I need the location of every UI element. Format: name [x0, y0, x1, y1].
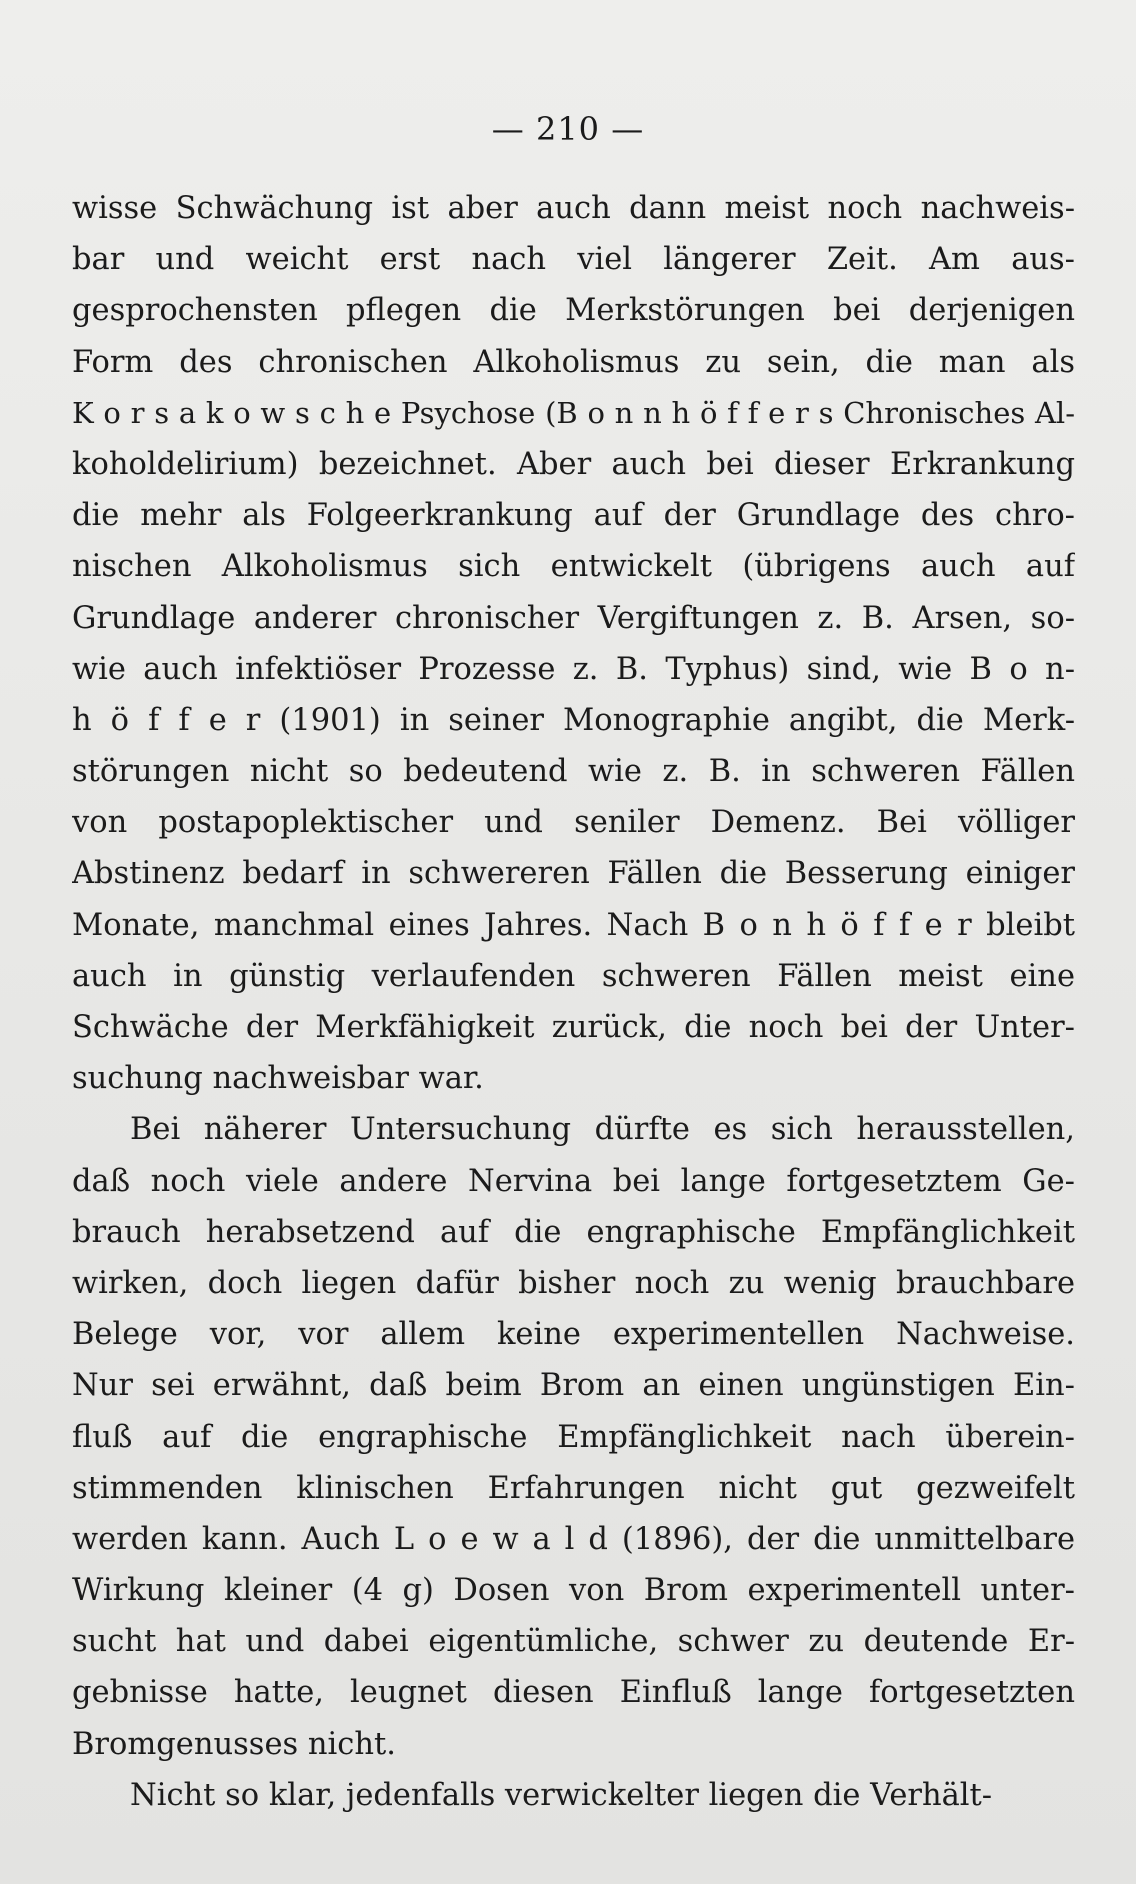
page-number: — 210 — — [491, 110, 645, 148]
text-line: Monate, manchmal eines Jahres. Nach B o n h ö f f e r bleibt — [72, 907, 1075, 943]
text-line: daß noch viele andere Nervina bei lange fortgesetztem Ge- — [72, 1163, 1075, 1199]
text-line: auch in günstig verlaufenden schweren Fällen meist eine — [72, 958, 1075, 994]
text-line: brauch herabsetzend auf die engraphische Empfänglichkeit — [72, 1214, 1075, 1250]
text-line: von postapoplektischer und seniler Demenz. Bei völliger — [72, 805, 1075, 841]
text-line: wirken, doch liegen dafür bisher noch zu wenig brauchbare — [72, 1265, 1075, 1301]
text-line: stimmenden klinischen Erfahrungen nicht gut gezweifelt — [72, 1470, 1075, 1506]
text-line: die mehr als Folgeerkrankung auf der Grundlage des chro- — [72, 498, 1075, 534]
text-line: fluß auf die engraphische Empfänglichkeit nach überein- — [72, 1419, 1075, 1455]
text-line: suchung nachweisbar war. — [72, 1061, 484, 1097]
text-line: Abstinenz bedarf in schwereren Fällen die Besserung einiger — [72, 856, 1075, 892]
text-line: wie auch infektiöser Prozesse z. B. Typhus) sind, wie B o n- — [72, 651, 1075, 687]
text-line: Nicht so klar, jedenfalls verwickelter liegen die Verhält- — [130, 1777, 993, 1813]
text-line: koholdelirium) bezeichnet. Aber auch bei dieser Erkrankung — [72, 446, 1075, 482]
text-line: h ö f f e r (1901) in seiner Monographie angibt, die Merk- — [72, 702, 1075, 738]
body-text — [72, 183, 1075, 1821]
text-line: nischen Alkoholismus sich entwickelt (übrigens auch auf — [72, 549, 1075, 585]
text-line: Bromgenusses nicht. — [72, 1726, 396, 1762]
text-line: bar und weicht erst nach viel längerer Zeit. Am aus- — [72, 242, 1075, 278]
text-line: Nur sei erwähnt, daß beim Brom an einen ungünstigen Ein- — [72, 1368, 1075, 1404]
text-line: Wirkung kleiner (4 g) Dosen von Brom experimentell unter- — [72, 1573, 1075, 1609]
text-line: Belege vor, vor allem keine experimentellen Nachweise. — [72, 1317, 1075, 1353]
text-line: gesprochensten pflegen die Merkstörungen bei derjenigen — [72, 293, 1075, 329]
text-line: Form des chronischen Alkoholismus zu sein, die man als — [72, 344, 1075, 380]
text-line: gebnisse hatte, leugnet diesen Einfluß lange fortgesetzten — [72, 1675, 1075, 1711]
paragraph — [72, 1104, 1075, 1769]
paragraph — [72, 1770, 1075, 1821]
text-line: störungen nicht so bedeutend wie z. B. in schweren Fällen — [72, 754, 1075, 790]
text-line: werden kann. Auch L o e w a l d (1896), der die unmittelbare — [72, 1521, 1075, 1557]
text-line: sucht hat und dabei eigentümliche, schwer zu deutende Er- — [72, 1624, 1075, 1660]
text-line: Grundlage anderer chronischer Vergiftungen z. B. Arsen, so- — [72, 600, 1075, 636]
paragraph — [72, 183, 1075, 1104]
text-line: Schwäche der Merkfähigkeit zurück, die noch bei der Unter- — [72, 1010, 1075, 1045]
text-line: Bei näherer Untersuchung dürfte es sich herausstellen, — [130, 1112, 1075, 1148]
text-line: wisse Schwächung ist aber auch dann meist noch nachweis- — [72, 191, 1075, 226]
text-line: K o r s a k o w s c h e Psychose (B o n n h ö f f e r s Chronisches Al- — [72, 395, 1075, 430]
